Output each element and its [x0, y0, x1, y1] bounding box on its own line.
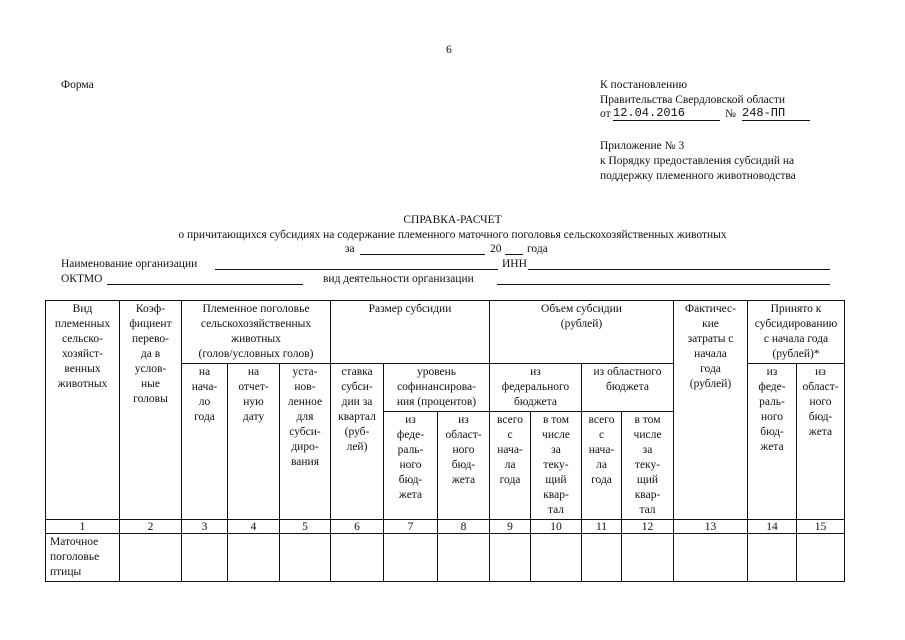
header-cofinancing-level: уровень софинансирова- ния (процентов): [384, 364, 490, 412]
column-number: 6: [331, 520, 384, 534]
column-number: 7: [384, 520, 438, 534]
table-cell[interactable]: [582, 534, 622, 582]
appendix-line1: Приложение № 3: [600, 140, 685, 152]
document-subtitle: о причитающихся субсидиях на содержание племенного маточного поголовья сельскохозяйственных животных: [178, 229, 727, 241]
header-fed-total: всего с нача- ла года: [490, 412, 531, 520]
header-breeding-stock: Племенное поголовье сельскохозяйственных животных (голов/условных голов): [182, 301, 331, 364]
header-federal-budget: из федерального бюджета: [490, 364, 582, 412]
column-number: 14: [748, 520, 797, 534]
column-number: 8: [438, 520, 490, 534]
subsidy-table: [45, 300, 845, 582]
table-cell[interactable]: [120, 534, 182, 582]
resolution-line2: Правительства Свердловской области: [600, 94, 786, 106]
row-label-poultry: Маточное поголовье птицы: [46, 534, 120, 582]
activity-label: вид деятельности организации: [323, 273, 474, 285]
table-cell[interactable]: [331, 534, 384, 582]
column-number: 1: [46, 520, 120, 534]
header-cofin-federal: из феде- раль- ного бюд- жета: [384, 412, 438, 520]
org-name-label: Наименование организации: [61, 258, 198, 270]
resolution-number: 248-ПП: [742, 106, 810, 121]
header-coefficient: Коэф- фициент перево- да в услов- ные головы: [120, 301, 182, 520]
table-cell[interactable]: [490, 534, 531, 582]
column-number: 4: [228, 520, 280, 534]
column-number: 5: [280, 520, 331, 534]
header-subsidy-volume: Объем субсидии (рублей): [490, 301, 674, 364]
header-actual-costs: Фактичес- кие затраты с начала года (рублей): [674, 301, 748, 520]
table-cell[interactable]: [748, 534, 797, 582]
header-subsidy-size: Размер субсидии: [331, 301, 490, 364]
table-cell[interactable]: [622, 534, 674, 582]
header-accepted: Принято к субсидированию с начала года (рублей)*: [748, 301, 845, 364]
period-year-line: [505, 254, 523, 255]
page-number: 6: [446, 44, 452, 56]
header-established: уста- нов- ленное для субси- диро- вания: [280, 364, 331, 520]
table-cell[interactable]: [228, 534, 280, 582]
table-cell[interactable]: [531, 534, 582, 582]
period-year-prefix: 20: [490, 243, 502, 255]
header-accepted-regional: из област- ного бюд- жета: [797, 364, 845, 520]
period-prefix: за: [345, 243, 355, 255]
table-cell[interactable]: [384, 534, 438, 582]
resolution-number-prefix: №: [725, 108, 736, 120]
header-rate: ставка субси- дии за квартал (руб- лей): [331, 364, 384, 520]
header-reg-quarter: в том числе за теку- щий квар- тал: [622, 412, 674, 520]
header-start-of-year: на нача- ло года: [182, 364, 228, 520]
inn-label: ИНН: [502, 258, 527, 270]
org-name-line: [215, 269, 498, 270]
column-number: 2: [120, 520, 182, 534]
activity-line: [497, 284, 830, 285]
period-year-suffix: года: [527, 243, 548, 255]
column-number: 11: [582, 520, 622, 534]
appendix-line3: поддержку племенного животноводства: [600, 170, 796, 182]
table-cell[interactable]: [674, 534, 748, 582]
oktmo-line: [107, 284, 303, 285]
column-number: 3: [182, 520, 228, 534]
header-reg-total: всего с нача- ла года: [582, 412, 622, 520]
oktmo-label: ОКТМО: [61, 273, 103, 285]
header-regional-budget: из областного бюджета: [582, 364, 674, 412]
column-number: 10: [531, 520, 582, 534]
column-number: 12: [622, 520, 674, 534]
column-number: 9: [490, 520, 531, 534]
table-cell[interactable]: [182, 534, 228, 582]
header-animal-type: Вид племенных сельско- хозяйст- венных животных: [46, 301, 120, 520]
resolution-line1: К постановлению: [600, 79, 688, 91]
period-line: [360, 254, 485, 255]
column-number: 15: [797, 520, 845, 534]
document-title: СПРАВКА-РАСЧЕТ: [403, 214, 502, 226]
header-fed-quarter: в том числе за теку- щий квар- тал: [531, 412, 582, 520]
header-accepted-federal: из феде- раль- ного бюд- жета: [748, 364, 797, 520]
resolution-from-prefix: от: [600, 108, 611, 120]
table-cell[interactable]: [438, 534, 490, 582]
table-cell[interactable]: [797, 534, 845, 582]
appendix-line2: к Порядку предоставления субсидий на: [600, 155, 795, 167]
form-label: Форма: [61, 79, 94, 91]
resolution-date: 12.04.2016: [613, 106, 720, 121]
table-cell[interactable]: [280, 534, 331, 582]
column-number-row: [46, 520, 845, 534]
header-reporting-date: на отчет- ную дату: [228, 364, 280, 520]
column-number: 13: [674, 520, 748, 534]
table-row: [46, 534, 845, 582]
header-cofin-regional: из област- ного бюд- жета: [438, 412, 490, 520]
inn-line: [528, 269, 830, 270]
